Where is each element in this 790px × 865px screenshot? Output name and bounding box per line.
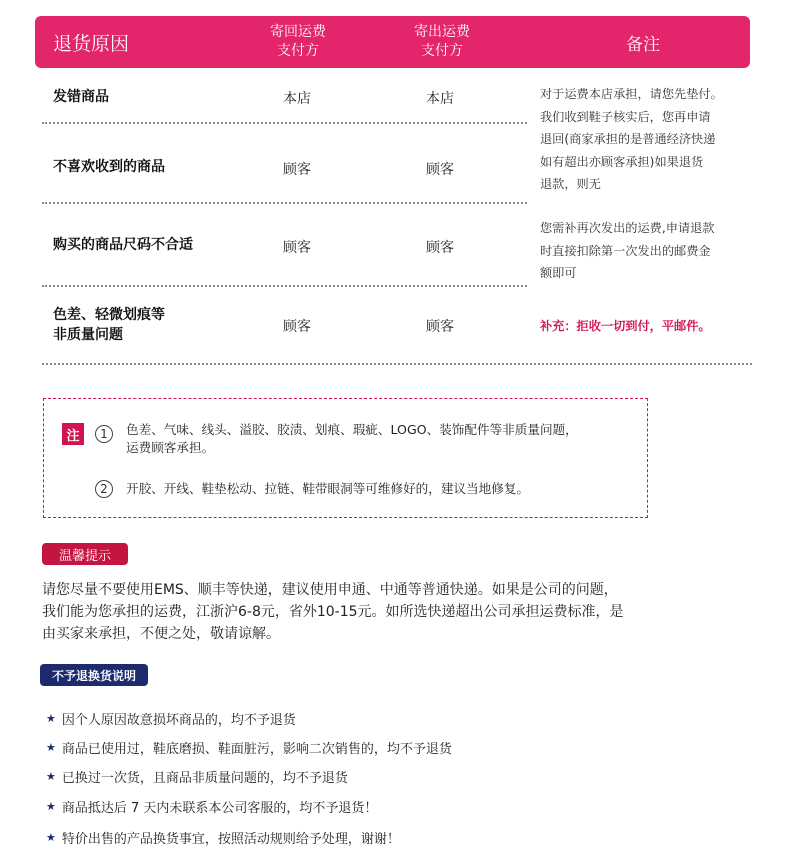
- tips-text: [42, 579, 742, 645]
- notice-item-1: [126, 421, 578, 457]
- row-send-payer: 顾客: [426, 240, 454, 256]
- row-divider: [42, 285, 527, 287]
- notice-box: [43, 398, 648, 518]
- row-divider: [42, 202, 527, 204]
- row-return-payer: 顾客: [283, 162, 311, 178]
- notice-badge: 注: [62, 423, 84, 445]
- circled-number-one: 1: [95, 425, 113, 443]
- row-reason: 购买的商品尺码不合适: [53, 237, 193, 253]
- star-icon: ★: [46, 800, 56, 813]
- note-line: 我们收到鞋子核实后，您再申请: [540, 109, 711, 124]
- rule-item: [46, 797, 377, 816]
- note-line: 退款，则无: [540, 177, 601, 191]
- tips-line: 请您尽量不要使用EMS、顺丰等快递，建议使用申通、中通等普通快递。如果是公司的问题，: [42, 582, 618, 598]
- header-send-fee-line1: 寄出运费: [414, 24, 470, 40]
- row-reason: [53, 305, 165, 345]
- row-reason: 发错商品: [53, 89, 109, 105]
- header-reason: 退货原因: [53, 32, 130, 55]
- header-return-fee-line2: 支付方: [277, 43, 319, 59]
- row-divider: [42, 122, 527, 124]
- row-send-payer: 顾客: [426, 162, 454, 178]
- rule-item: [46, 738, 452, 757]
- star-icon: ★: [46, 741, 56, 754]
- star-icon: ★: [46, 770, 56, 783]
- table-bottom-divider: [42, 363, 752, 365]
- tips-line: 我们能为您承担的运费，江浙沪6-8元，省外10-15元。如所选快递超出公司承担运费标准，是: [42, 604, 624, 620]
- no-return-badge: 不予退换货说明: [40, 664, 148, 686]
- row-return-payer: 顾客: [283, 240, 311, 256]
- rule-text: 商品抵达后 7 天内未联系本公司客服的，均不予退货！: [61, 801, 378, 816]
- row-send-payer: 顾客: [426, 319, 454, 335]
- note-line: 对于运费本店承担，请您先垫付。: [540, 87, 723, 101]
- header-send-fee: [387, 16, 497, 68]
- note-line: 您需补再次发出的运费,申请退款: [540, 221, 715, 235]
- tips-badge: 温馨提示: [42, 543, 128, 565]
- row-send-payer: 本店: [426, 91, 454, 107]
- rule-item: [46, 828, 400, 847]
- header-note: 备注: [626, 34, 660, 55]
- row-return-payer: 本店: [283, 91, 311, 107]
- header-send-fee-line2: 支付方: [421, 43, 463, 59]
- note-line: 额即可: [540, 266, 577, 280]
- star-icon: ★: [46, 831, 56, 844]
- rule-text: 已换过一次货，且商品非质量问题的，均不予退货: [61, 771, 348, 786]
- rule-text: 商品已使用过，鞋底磨损、鞋面脏污，影响二次销售的，均不予退货: [61, 742, 452, 757]
- row-return-payer: 顾客: [283, 319, 311, 335]
- row-reason-line1: 色差、轻微划痕等: [53, 307, 165, 323]
- table-header: [35, 16, 750, 68]
- tips-line: 由买家来承担，不便之处，敬请谅解。: [42, 626, 280, 642]
- rule-item: [46, 767, 348, 786]
- rule-text: 特价出售的产品换货事宜，按照活动规则给予处理，谢谢！: [61, 832, 400, 847]
- note-line: 时直接扣除第一次发出的邮费金: [540, 243, 711, 258]
- header-return-fee-line1: 寄回运费: [270, 24, 326, 40]
- note-line: 退回(商家承担的是普通经济快递: [540, 132, 716, 146]
- note-supplement: 补充：拒收一切到付，平邮件。: [540, 319, 711, 333]
- rule-text: 因个人原因故意损坏商品的，均不予退货: [61, 713, 296, 728]
- note-resend-fee: [540, 217, 755, 285]
- circled-number-two: 2: [95, 480, 113, 498]
- notice-item-2: 开胶、开线、鞋垫松动、拉链、鞋带眼洞等可维修好的，建议当地修复。: [126, 481, 529, 496]
- row-reason-line2: 非质量问题: [53, 327, 123, 343]
- note-line: 如有超出亦顾客承担)如果退货: [540, 154, 704, 169]
- row-reason: 不喜欢收到的商品: [53, 159, 165, 175]
- header-return-fee: [243, 16, 353, 68]
- rule-item: [46, 709, 296, 728]
- note-first-shipment: [540, 83, 755, 196]
- notice-item-1-line1: 色差、气味、线头、溢胶、胶渍、划痕、瑕疵、LOGO、装饰配件等非质量问题，: [126, 422, 578, 437]
- star-icon: ★: [46, 712, 56, 725]
- notice-item-1-line2: 运费顾客承担。: [126, 440, 215, 455]
